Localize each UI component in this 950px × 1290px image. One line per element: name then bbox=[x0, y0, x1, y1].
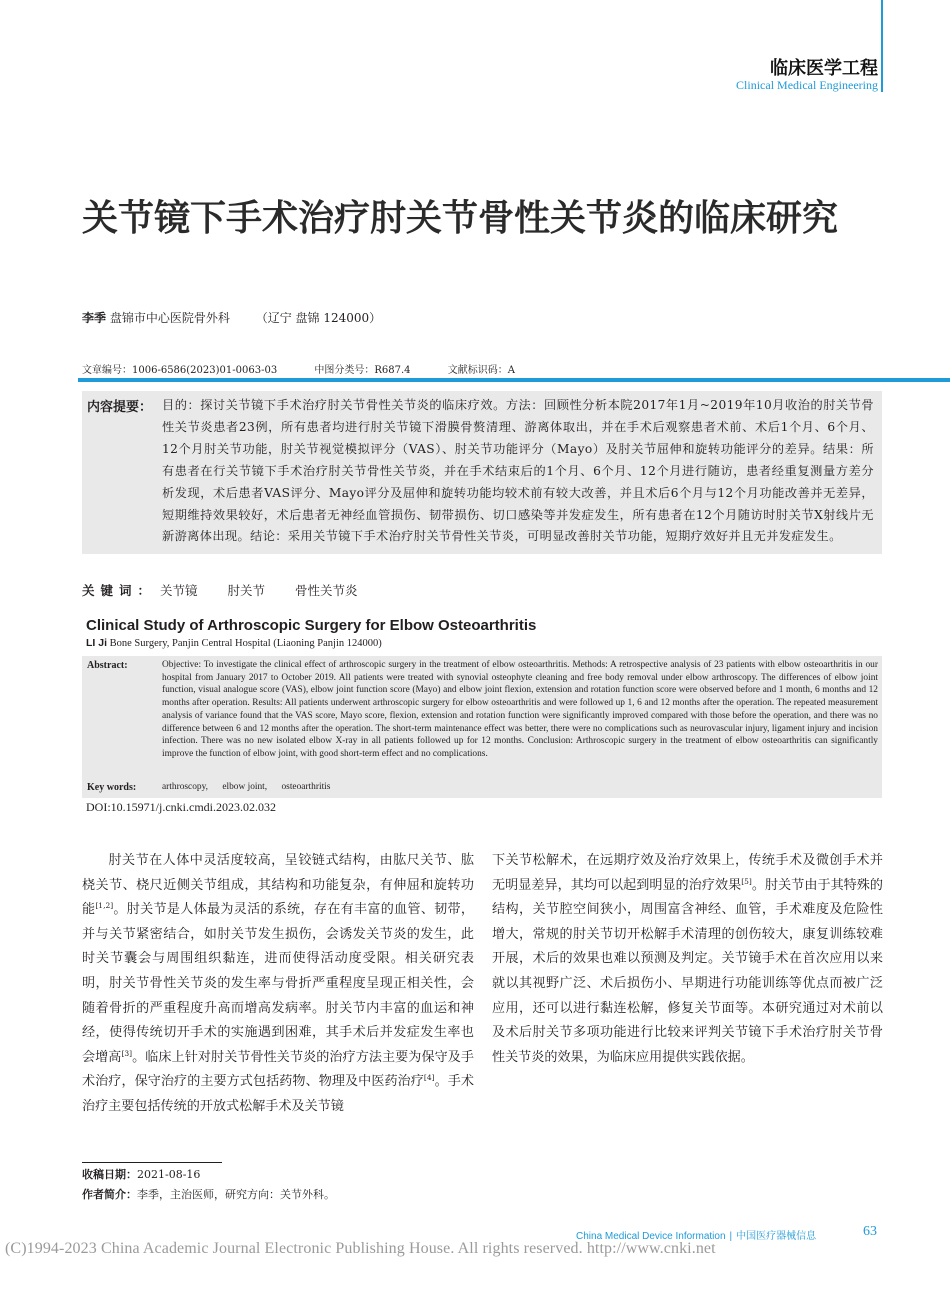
doi: DOI:10.15971/j.cnki.cmdi.2023.02.032 bbox=[86, 800, 276, 814]
keyword-en: elbow joint, bbox=[222, 782, 268, 792]
abstract-en-text: Objective: To investigate the clinical effect of arthroscopic surgery in the treatment of elbow osteoarthritis. Methods: A retrospective analysis of 23 patients with elbow osteoarthritis in our hospital from January 2017 to October 2019. All patients were treated with synovial osteophyte cleaning and free body removal under elbow arthroscopy. The differences of elbow joint function, visual analogue score (VAS), elbow joint function score (Mayo) and elbow joint flexion, extension and rotation function score were observed before and 1 month, 6 months and 12 months after operation. Results: All patients underwent arthroscopic surgery for elbow osteoarthritis and were followed up 1, 6 and 12 months after the operation. The repeated measurement analysis of variance found that the VAS score, Mayo score, flexion, extension and rotation function were significantly improved compared with those before the operation, and there was no difference between 6 and 12 months after the operation. The short-term maintenance effect was better, there were no complications such as neurovascular injury, ligament injury and incision infection. There was no new isolated elbow X-ray in all patients followed up for 12 months. Conclusion: Arthroscopic surgery in the treatment of elbow osteoarthritis can significantly improve the function of elbow joint, with good short-term effect and no complications. bbox=[162, 660, 878, 759]
keywords-cn bbox=[82, 581, 384, 599]
author-location: （辽宁 盘锦 124000） bbox=[255, 311, 382, 325]
received-date bbox=[82, 1166, 200, 1182]
journal-name-cn: 中国医疗器械信息 bbox=[736, 1231, 817, 1242]
author-name: 李季 bbox=[82, 311, 107, 325]
citation: [3] bbox=[121, 1048, 133, 1058]
body-column-left bbox=[82, 849, 474, 1120]
keyword-cn: 肘关节 bbox=[227, 583, 266, 598]
article-title: 关节镜下手术治疗肘关节骨性关节炎的临床研究 bbox=[82, 198, 839, 239]
author-bio bbox=[82, 1186, 335, 1202]
english-author-line bbox=[86, 637, 382, 649]
body-text: 。肘关节是人体最为灵活的系统，存在有丰富的血管、韧带，并与关节紧密结合，如肘关节发生损伤，会诱发关节炎的发生，此时关节囊会与周围组织黏连，进而使得活动度受限。相关研究表明，肘关节骨性关节炎的发生率与骨折严重程度呈现正相关性，会随着骨折的严重程度升高而增高发病率。肘关节内丰富的血运和神经，使得传统切开手术的实施遇到困难，其手术后并发症发生率也会增高 bbox=[82, 902, 475, 1065]
keyword-cn: 关节镜 bbox=[160, 583, 198, 598]
article-number: 文章编号：1006-6586(2023)01-0063-03 bbox=[82, 365, 278, 376]
author-bio-label: 作者简介： bbox=[82, 1188, 137, 1201]
abstract-en-box bbox=[82, 656, 882, 798]
title-divider bbox=[78, 378, 950, 382]
english-title: Clinical Study of Arthroscopic Surgery for Elbow Osteoarthritis bbox=[86, 617, 537, 634]
keyword-en: arthroscopy, bbox=[162, 782, 208, 792]
footnote-rule bbox=[82, 1162, 222, 1163]
body-text: 肘关节在人体中灵活度较高，呈铰链式结构，由肱尺关节、肱桡关节、桡尺近侧关节组成，其结构和功能复杂，有伸屈和旋转功能 bbox=[82, 853, 474, 918]
keywords-cn-label: 关键词： bbox=[82, 583, 157, 598]
body-column-right bbox=[492, 849, 883, 1070]
abstract-cn-text: 目的：探讨关节镜下手术治疗肘关节骨性关节炎的临床疗效。方法：回顾性分析本院2017年1月~2019年10月收治的肘关节骨性关节炎患者23例，所有患者均进行肘关节镜下滑膜骨赘清理、游离体取出，并在手术后观察患者术前、术后1个月、6个月、12个月肘关节功能，肘关节视觉模拟评分（VAS）、肘关节功能评分（Mayo）及肘关节屈伸和旋转功能评分的差异。结果：所有患者在行关节镜下手术治疗肘关节骨性关节炎，并在手术结束后的1个月、6个月、12个月进行随访，患者经重复测量方差分析发现，术后患者VAS评分、Mayo评分及屈伸和旋转功能均较术前有较大改善，并且术后6个月与12个月功能改善并无差异，短期维持效果较好，术后患者无神经血管损伤、韧带损伤、切口感染等并发症发生，所有患者在12个月随访时肘关节X射线片无新游离体出现。结论：采用关节镜下手术治疗肘关节骨性关节炎，可明显改善肘关节功能，短期疗效好并且无并发症发生。 bbox=[162, 398, 874, 544]
abstract-en-label: Abstract: bbox=[87, 660, 128, 671]
journal-name-en: China Medical Device Information bbox=[576, 1231, 726, 1242]
citation: [1,2] bbox=[95, 901, 114, 911]
received-value: 2021-08-16 bbox=[137, 1168, 201, 1181]
abstract-cn-box bbox=[82, 391, 882, 554]
clc-number: 中图分类号：R687.4 bbox=[314, 365, 411, 376]
body-text: 下关节松解术，在远期疗效及治疗效果上，传统手术及微创手术并无明显差异，其均可以起到明显的治疗效果 bbox=[492, 853, 883, 893]
header-rule bbox=[881, 0, 883, 92]
keywords-en-label: Key words: bbox=[87, 782, 137, 793]
footer-separator: | bbox=[729, 1231, 733, 1242]
body-text: 。临床上针对肘关节骨性关节炎的治疗方法主要为保守及手术治疗，保守治疗的主要方式包括药物、物理及中医药治疗 bbox=[82, 1049, 474, 1090]
citation: [4] bbox=[423, 1073, 435, 1083]
english-affiliation: Bone Surgery, Panjin Central Hospital (Liaoning Panjin 124000) bbox=[109, 638, 382, 649]
document-code: 文献标识码：A bbox=[447, 365, 515, 376]
page-number: 63 bbox=[863, 1224, 877, 1239]
author-affiliation: 盘锦市中心医院骨外科 bbox=[109, 311, 230, 325]
body-text: 。肘关节由于其特殊的结构，关节腔空间狭小，周围富含神经、血管，手术难度及危险性增大，常规的肘关节切开松解手术清理的创伤较大，康复训练较难开展，术后的效果也难以预测及判定。关节镜手术在首次应用以来就以其视野广泛、术后损伤小、早期进行功能训练等优点而被广泛应用，还可以进行黏连松解，修复关节面等。本研究通过对术前以及术后肘关节多项功能进行比较来评判关节镜下手术治疗肘关节骨性关节炎的效果，为临床应用提供实践依据。 bbox=[492, 877, 884, 1065]
abstract-cn-label: 内容提要： bbox=[87, 400, 153, 415]
author-bio-text: 李季，主治医师，研究方向：关节外科。 bbox=[137, 1188, 335, 1201]
keywords-en bbox=[162, 782, 342, 792]
english-author-name: LI Ji bbox=[86, 637, 108, 649]
body-text: 。手术治疗主要包括传统的开放式松解手术及关节镜 bbox=[82, 1074, 474, 1114]
article-meta bbox=[82, 361, 549, 376]
section-title-cn: 临床医学工程 bbox=[770, 58, 878, 79]
keyword-en: osteoarthritis bbox=[281, 782, 331, 792]
keyword-cn: 骨性关节炎 bbox=[295, 583, 358, 598]
section-title-en: Clinical Medical Engineering bbox=[736, 78, 878, 92]
received-label: 收稿日期： bbox=[82, 1168, 137, 1181]
citation: [5] bbox=[741, 876, 752, 886]
author-line bbox=[82, 309, 381, 326]
copyright-watermark: (C)1994-2023 China Academic Journal Electronic Publishing House. All rights reserved. http://www.cnki.net bbox=[5, 1240, 716, 1257]
